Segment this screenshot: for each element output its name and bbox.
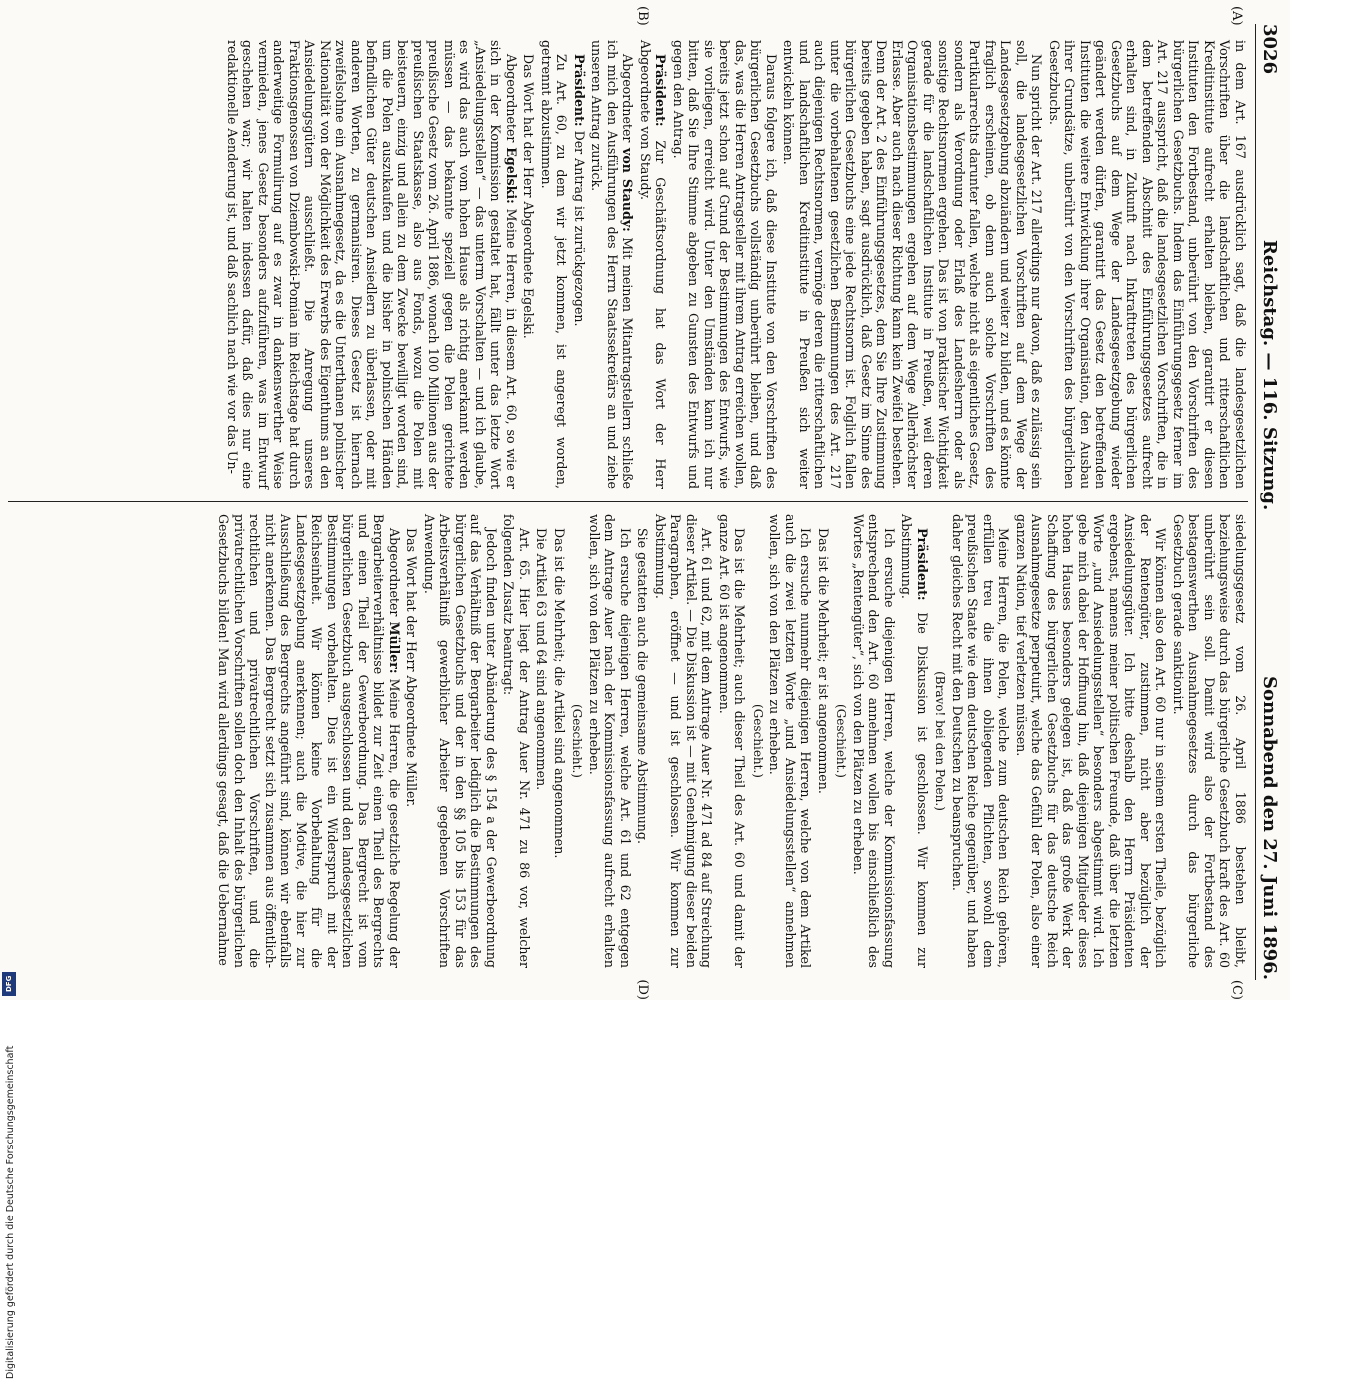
president-remark xyxy=(572,40,588,489)
speaker-name: Präsident: xyxy=(915,528,930,601)
interjection: (Geschieht.) xyxy=(751,704,765,778)
speaker-name: Präsident: xyxy=(653,54,669,127)
digitization-credit xyxy=(2,600,20,1379)
right-column xyxy=(8,502,1248,980)
speech xyxy=(216,514,402,968)
paragraph: Das ist die Mehrheit; auch dieser Theil des Art. 60 und damit der ganze Art. 60 ist angenommen. xyxy=(717,514,748,968)
president-remark xyxy=(899,514,930,968)
paragraph: Wir können also den Art. 60 nur in seinem ersten Theile, bezüglich der Rentengüter, zustimmen, nicht aber bezüglich der Ansiedelungsgüter. Ich bitte deshalb den Herrn Präsidenten ergebenst, namens meiner politischen Freunde, daß über die letzten Worte „und Ansiedelungsstellen“ besonders abgestimmt wird. Ich gebe mich dabei der Hoffnung hin, daß diejenigen Mitglieder dieses hohen Hauses besonders gelegen ist, daß das große Werk der Schaffung des bürgerlichen Gesetzbuchs für das deutsche Reich Ausnahmegesetze perpetuirt, welche das Gefühl der Polen, also einer ganzen Nation, tief verletzen müssen. xyxy=(1014,514,1169,968)
paragraph: Art. 61 und 62, mit dem Antrage Auer Nr. 471 ad 84 auf Streichung dieser Artikel. — Die Diskussion ist — mit Genehmigung dieser beiden Paragraphen, eröffnet — und ist geschlossen. Wir kommen zur Abstimmung. xyxy=(653,514,715,968)
speaker-title: Abgeordneter xyxy=(620,54,636,148)
paragraph: Daraus folgere ich, daß diese Institute von den Vorschriften des bürgerlichen Gesetzbuchs vollständig unberührt bleiben, und daß das, was die Herren Antragsteller mit ihrem Antrag erreichen wollen, bereits jetzt schon auf Grund der Bestimmungen des Entwurfs, wie sie vorliegen, erreicht wird. Unter den Umständen kann ich nur bitten, daß Sie Ihre Stimme abgeben zu Gunsten des Entwurfs und gegen den Antrag. xyxy=(671,40,779,489)
margin-marker-d: (D) xyxy=(635,979,650,1000)
paragraph: Die Artikel 63 und 64 sind angenommen. xyxy=(534,528,550,791)
paragraph: Das Wort hat der Herr Abgeordnete Müller. xyxy=(404,528,420,808)
paragraph: Ich ersuche diejenigen Herren, welche Art. 61 und 62 entgegen dem Antrage Auer nach der Kommissionsfassung aufrecht erhalten wollen, sich von den Plätzen zu erheben. xyxy=(587,514,633,968)
margin-marker-a: (A) xyxy=(1229,6,1244,26)
interjection: (Geschieht.) xyxy=(834,704,849,778)
header-title: Reichstag. — 116. Sitzung. xyxy=(1259,239,1281,511)
speaker-name: Egelski: xyxy=(504,147,519,204)
credit-text: Digitalisierung gefördert durch die Deutsche Forschungsgemeinschaft xyxy=(5,1045,16,1379)
speech-text: Die Diskussion ist geschlossen. Wir kommen zur Abstimmung. xyxy=(899,514,930,968)
paragraph: Das ist die Mehrheit; er ist angenommen. xyxy=(816,528,831,794)
header-date: Sonnabend den 27. Juni 1896. xyxy=(1259,676,1281,980)
page-header xyxy=(1255,24,1284,980)
president-remark xyxy=(638,40,669,489)
speaker-title: Abgeordneter xyxy=(387,528,402,622)
speaker-name: Müller: xyxy=(387,621,402,674)
paragraph: Das Wort hat der Herr Abgeordnete Egelski. xyxy=(521,54,537,339)
paragraph: Art. 65. Hier liegt der Antrag Auer Nr. 471 zu 86 vor, welcher folgenden Zusatz beantragt: xyxy=(501,514,532,968)
speech xyxy=(589,40,636,489)
paragraph: Zu Art. 60, zu dem wir jetzt kommen, ist angeregt worden, getrennt abzustimmen. xyxy=(539,40,570,489)
dfg-logo: DFG xyxy=(2,972,16,996)
paragraph: Ich ersuche diejenigen Herren, welche der Kommissionsfassung entsprechend den Art. 60 annehmen wollen bis einschließlich des Wortes „Rentengüter“, sich von den Plätzen zu erheben. xyxy=(851,514,897,968)
speech-text: Meine Herren, die gesetzliche Regelung der Bergarbeiterverhältnisse bildet zur Zeit einen Theil des Bergrechts und einen Theil der Gewerbeordnung. Das Bergrecht ist vom bürgerlichen Gesetzbuch ausgeschlossen und den landesgesetzlichen Bestimmungen vorbehalten. Dies ist ein Widerspruch mit der Reichseinheit. Wir können keine Vorbehaltung für die Landesgesetzgebung anerkennen; auch die Motive, die hier zur Ausschließung des Bergrechts angeführt sind, können wir ebenfalls nicht anerkennen. Das Bergrecht setzt sich zusammen aus öffentlich-rechtlichen und privatrechtlichen Vorschriften, und die privatrechtlichen Vorschriften sollen doch den Inhalt des bürgerlichen Gesetzbuchs bilden! Man wird allerdings gesagt, daß die Uebernahme xyxy=(216,514,402,969)
paragraph: Das ist die Mehrheit; die Artikel sind angenommen. xyxy=(552,528,567,859)
interjection: (Bravo! bei den Polen.) xyxy=(933,671,948,811)
quoted-amendment: Jedoch finden unter Abänderung des § 154 a der Gewerbeordnung auf das Verhältniß der Bergarbeiter lediglich die Bestimmungen des bürgerlichen Gesetzbuchs und der in den §§ 105 bis 153 für das Arbeitsverhältniß gewerblicher Arbeiter gegebenen Vorschriften Anwendung. xyxy=(422,514,499,968)
speech xyxy=(225,40,520,489)
interjection: (Geschieht.) xyxy=(570,704,585,778)
speech-text: Der Antrag ist zurückgezogen. xyxy=(572,126,587,327)
paragraph: Meine Herren, die Polen, welche zum deutschen Reich gehören, erfüllen treu die ihnen obliegenden Pflichten, sowohl dem preußischen Staate wie dem deutschen Reiche gegenüber, und haben daher gleiches Recht mit den Deutschen zu beanspruchen. xyxy=(950,514,1012,968)
page-number: 3026 xyxy=(1259,24,1281,75)
margin-marker-b: (B) xyxy=(635,6,650,26)
paragraph: Nun spricht der Art. 217 allerdings nur davon, daß es zulässig sein soll, die landesgesetzlichen Vorschriften auf dem Wege der Landesgesetzgebung abzuändern und weiter zu bilden, und es könnte fraglich erscheinen, ob denn auch solche Vorschriften des Partikularrechts darunter fallen, welche nicht als eigentliches Gesetz, sondern als Verordnung oder Erlaß des Landesherrn oder als sonstige Rechtsnormen ergehen. Das ist von praktischer Wichtigkeit gerade für die landschaftlichen Institute in Preußen, weil deren Organisationsbestimmungen ergehen auf dem Wege Allerhöchster Erlasse. Aber auch nach dieser Richtung kann kein Zweifel bestehen. Denn der Art. 2 des Einführungsgesetzes, dem Sie Ihre Zustimmung bereits gegeben haben, sagt ausdrücklich, daß Gesetz im Sinne des bürgerlichen Gesetzbuchs eine jede Rechtsnorm ist. Folglich fallen unter die vorbehaltenen gesetzlichen Bestimmungen des Art. 217 auch diejenigen Rechtsnormen, vermöge deren die ritterschaftlichen und landschaftlichen Kreditinstitute in Preußen sich weiter entwickeln können. xyxy=(781,40,1045,489)
text-columns xyxy=(8,24,1248,980)
margin-marker-c: (C) xyxy=(1229,979,1244,1000)
speaker-name: von Staudy: xyxy=(620,148,636,232)
left-column xyxy=(8,24,1248,502)
speaker-title: Abgeordneter xyxy=(504,54,519,148)
speech-text: Mit meinen Mitantragstellern schließe ich mich den Ausführungen des Herrn Staatssekretärs an und ziehe unseren Antrag zurück. xyxy=(589,40,636,490)
speaker-name: Präsident: xyxy=(572,54,587,127)
paragraph: Ich ersuche nunmehr diejenigen Herren, welche von dem Artikel auch die zwei letzten Worte „und Ansiedelungsstellen“ annehmen wollen, sich von den Plätzen zu erheben. xyxy=(767,514,814,968)
paragraph: Sie gestatten auch die gemeinsame Abstimmung. xyxy=(635,528,651,844)
speech-text: Zur Geschäftsordnung hat das Wort der Herr Abgeordnete von Staudy. xyxy=(638,40,669,489)
paragraph: siedelungsgesetz vom 26. April 1886 bestehen bleibt, beziehungsweise durch das bürgerliche Gesetzbuch kraft des Art. 60 unberührt sein soll. Damit wird also der Fortbestand des bestagenswerthen Ausnahmegesetzes durch das bürgerliche Gesetzbuch gerade sanktionirt. xyxy=(1171,514,1248,968)
paragraph: in dem Art. 167 ausdrücklich sagt, daß die landesgesetzlichen Vorschriften über die landschaftlichen und ritterschaftlichen Kreditinstitute aufrecht erhalten bleiben, garantirt er diesen Instituten den Fortbestand, unberührt von den Vorschriften des bürgerlichen Gesetzbuchs. Indem das Einführungsgesetz ferner im Art. 217 ausspricht, daß die landesgesetzlichen Vorschriften, die in dem betreffenden Abschnitt des Einführungsgesetzes aufrecht erhalten sind, in Zukunft nach Inkrafttreten des bürgerlichen Gesetzbuchs auf dem Wege der Landesgesetzgebung wieder geändert werden dürfen, garantirt das Gesetz den betreffenden Instituten die weitere Entwicklung ihrer Organisation, den Ausbau ihrer Grundsätze, unberührt von den Vorschriften des bürgerlichen Gesetzbuchs. xyxy=(1047,40,1248,489)
speech-text: Meine Herren, in diesem Art. 60, so wie er sich in der Kommission gestaltet hat, fällt unter das letzte Wort „Ansiedelungsstellen“ — das unterm Vorschalten — und ich glaube, es wird das auch vom hohen Hause als richtig anerkannt werden müssen — das bekannte speziell gegen die Polen gerichtete preußische Gesetz vom 26. April 1886, wonach 100 Millionen aus der preußischen Staatskasse, also aus Fonds, wozu die Polen mit beisteuern, einzig und allein zu dem Zwecke bewilligt worden sind, um die Polen auszukaufen und die bisher in polnischen Händen befindlichen Güter deutschen Ansiedlern zu überlassen, oder mit anderen Worten, zu germanisiren. Dieses Gesetz ist hiernach zweifelsohne ein Ausnahmegesetz, da es die Unterthanen polnischer Nationalität von der Möglichkeit des Erwerbs des Eigenthums an den Ansiedelungsgütern ausschließt. Die Anregung unseres Fraktionsgenossen von Dziembowski-Pomian im Reichstage hat durch anderweitige Formulirung auf es zwar in dankenswerther Weise vermieden, jenes Gesetz besonders aufzuführen, was im Entwurf geschehen war; wir halten indessen dafür, daß dies nur eine redaktionelle Aenderung ist, und daß sachlich nach wie vor das Un- xyxy=(225,40,519,489)
